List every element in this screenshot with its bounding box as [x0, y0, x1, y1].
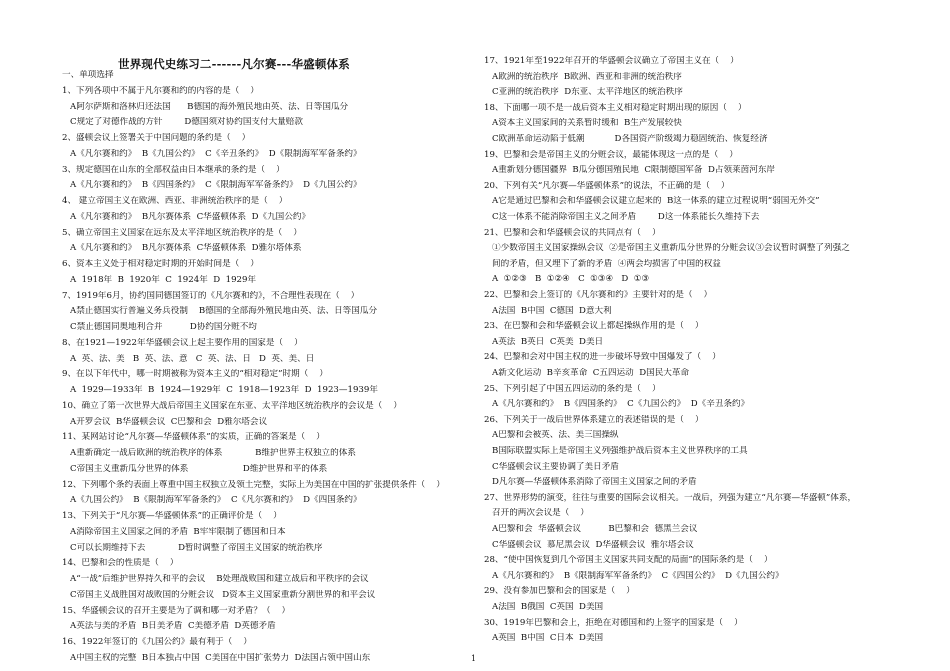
answer-options: A消除帝国主义国家之间的矛盾 B牢牢限制了德国和日本 [70, 526, 286, 537]
question-text: 25、下列引起了中国五四运动的条约是（ ） [484, 383, 661, 394]
question-text: 8、在1921—1922年华盛顿会议上起主要作用的国家是（ ） [62, 337, 303, 348]
question-text: 10、确立了第一次世界大战后帝国主义国家在东亚、太平洋地区统治秩序的会议是（ ） [62, 400, 402, 411]
answer-options: A《凡尔赛和约》 B《四国条约》 C《九国公约》 D《辛丑条约》 [492, 399, 750, 410]
answer-options: A 1918年 B 1920年 C 1924年 D 1929年 [70, 274, 257, 285]
answer-options: C亚洲的统治秩序 D东亚、太平洋地区的统治秩序 [492, 87, 683, 98]
question-text: 6、资本主义处于相对稳定时期的开始时间是（ ） [62, 259, 259, 269]
question-text: 9、在以下年代中，哪一时期被称为资本主义的“相对稳定”时期（ ） [62, 369, 328, 380]
answer-options: A英法 B英日 C英美 D美日 [492, 336, 604, 347]
answer-options: A重新确定一战后欧洲的统治秩序的体系 B维护世界主权独立的体系 [70, 448, 356, 458]
answer-options: A英法与美的矛盾 B日美矛盾 C美德矛盾 D英德矛盾 [70, 621, 276, 632]
answer-options: A中国主权的完整 B日本独占中国 C美国在中国扩张势力 D法国占领中国山东 [70, 652, 371, 663]
question-text: 27、世界形势的演变，往往与重要的国际会议相关。一战后，列强为建立“凡尔赛—华盛顿”体系， [484, 492, 857, 503]
answer-options: A 1929—1933年 B 1924—1929年 C 1918—1923年 D 1923—1939年 [70, 385, 378, 395]
question-text: 28、“使中国恢复到几个帝国主义国家共同支配的局面”的国际条约是（ ） [484, 555, 773, 566]
question-text: 14、巴黎和会的性质是（ ） [62, 558, 179, 569]
question-text: 24、巴黎和会对中国主权的进一步破坏导致中国爆发了（ ） [484, 352, 721, 363]
question-text: 21、巴黎和会和华盛顿会议的共同点有（ ） [484, 227, 661, 238]
answer-options: 间的矛盾，但又埋下了新的矛盾 ④两会均损害了中国的权益 [492, 258, 721, 269]
answer-options: A《凡尔赛和约》 B凡尔赛体系 C华盛顿体系 D《九国公约》 [70, 211, 311, 222]
answer-options: A欧洲的统治秩序 B欧洲、西亚和非洲的统治秩序 [492, 71, 682, 82]
answer-options: A法国 B俄国 C英国 D美国 [492, 602, 604, 612]
page-title: 世界现代史练习二------凡尔赛---华盛顿体系 [118, 57, 350, 71]
question-text: 20、下列有关“凡尔赛—华盛顿体系”的说法，不正确的是（ ） [484, 180, 730, 191]
answer-options: A《凡尔赛和约》 B《限制海军军备条约》 C《四国公约》 D《九国公约》 [492, 570, 784, 581]
answer-options: B国际联盟实际上是帝国主义列强维护战后资本主义世界秩序的工具 [492, 446, 748, 456]
question-text: 18、下面哪一项不是一战后资本主义相对稳定时期出现的原因（ ） [484, 102, 747, 113]
question-text: 5、确立帝国主义国家在远东及太平洋地区统治秩序的是（ ） [62, 227, 302, 238]
answer-options: A阿尔萨斯和洛林归还法国 B德国的海外殖民地由英、法、日等国瓜分 [70, 101, 349, 112]
answer-options: C规定了对德作战的方针 D德国须对协约国支付大量赔款 [70, 117, 303, 128]
answer-options: A新文化运动 B辛亥革命 C五四运动 D国民大革命 [492, 368, 690, 378]
answer-options: A重新划分德国疆界 B瓜分德国殖民地 C限制德国军备 D占领莱茵河东岸 [492, 165, 776, 176]
question-text: 2、盛顿会议上签署关于中国问题的条约是（ ） [62, 133, 251, 143]
answer-options: 召开的两次会议是（ ） [492, 508, 589, 519]
answer-options: A ①②③ B ①②④ C ①③④ D ①③ [492, 274, 650, 285]
question-text: 11、某网站讨论“凡尔赛—华盛顿体系”的实质，正确的答案是（ ） [62, 432, 325, 443]
question-text: 26、下列关于一战后世界体系建立的表述错误的是（ ） [484, 414, 704, 425]
question-text: 1、下列各项中不属于凡尔赛和约的内容的是（ ） [62, 85, 259, 96]
answer-options: A《九国公约》 B《限制海军军备条约》 C《凡尔赛和约》 D《四国条约》 [70, 495, 362, 506]
question-text: 4、 建立帝国主义在欧洲、西亚、非洲统治秩序的是（ ） [62, 196, 288, 206]
answer-options: C欧洲革命运动陷于低潮 D各国资产阶级竭力稳固统治、恢复经济 [492, 134, 768, 144]
question-text: 29、没有参加巴黎和会的国家是（ ） [484, 586, 635, 597]
question-text: 19、巴黎和会是帝国主义的分赃会议，最能体现这一点的是（ ） [484, 149, 738, 160]
answer-options: A资本主义国家间的关系暂时缓和 B生产发展较快 [492, 118, 682, 129]
answer-options: C可以长期维持下去 D暂时调整了帝国主义国家的统治秩序 [70, 542, 323, 553]
question-text: 7、1919年6月，协约国同德国签订的《凡尔赛和约》，不合理性表现在（ ） [62, 290, 360, 301]
answer-options: C华盛顿会议主要协调了美日矛盾 [492, 461, 619, 472]
answer-options: A英国 B中国 C日本 D美国 [492, 633, 604, 644]
question-text: 22、巴黎和会上签订的《凡尔赛和约》主要针对的是（ ） [484, 290, 713, 300]
answer-options: A法国 B中国 C德国 D意大利 [492, 305, 612, 316]
answer-options: A“一战”后维护世界持久和平的会议 B处理战败国和建立战后和平秩序的会议 [70, 574, 369, 584]
answer-options: C华盛顿会议 慕尼黑会议 D华盛顿会议 雅尔塔会议 [492, 539, 694, 550]
question-text: 30、1919年巴黎和会上，拒绝在对德国和约上签字的国家是（ ） [484, 617, 743, 628]
question-text: 15、华盛顿会议的召开主要是为了调和哪一对矛盾？（ ） [62, 605, 291, 616]
question-text: 23、在巴黎和会和华盛顿会议上都起操纵作用的是（ ） [484, 321, 704, 332]
answer-options: C帝国主义战胜国对战败国的分赃会议 D资本主义国家重新分割世界的和平会议 [70, 589, 376, 600]
question-text: 16、1922年签订的《九国公约》最有利于（ ） [62, 637, 252, 647]
answer-options: C这一体系不能消除帝国主义之间矛盾 D这一体系能长久维持下去 [492, 212, 760, 222]
answer-options: A巴黎和会 华盛顿会议 B巴黎和会 德黑兰会议 [492, 524, 698, 534]
question-text: 17、1921年至1922年召开的华盛顿会议确立了帝国主义在（ ） [484, 56, 739, 66]
answer-options: A《凡尔赛和约》 B《四国条约》 C《限制海军军备条约》 D《九国公约》 [70, 180, 362, 191]
answer-options: A禁止德国实行普遍义务兵役制 B德国的全部海外殖民地由英、法、日等国瓜分 [70, 306, 378, 317]
question-text: 13、下列关于“凡尔赛—华盛顿体系”的正确评价是（ ） [62, 511, 282, 521]
question-text: 3、规定德国在山东的全部权益由日本继承的条约是（ ） [62, 164, 285, 175]
answer-options: A《凡尔赛和约》 B凡尔赛体系 C华盛顿体系 D雅尔塔体系 [70, 243, 302, 254]
section-heading: 一、单项选择 [62, 70, 114, 80]
answer-options: A《凡尔赛和约》 B《九国公约》 C《辛丑条约》 D《限制海军军备条约》 [70, 148, 362, 159]
answer-options: C帝国主义重新瓜分世界的体系 D维护世界和平的体系 [70, 463, 328, 474]
answer-options: A它是通过巴黎和会和华盛顿会议建立起来的 B这一体系的建立过程说明“弱国无外交” [492, 196, 820, 207]
answer-options: A开罗会议 B华盛顿会议 C巴黎和会 D雅尔塔会议 [70, 416, 268, 427]
answer-options: ①少数帝国主义国家操纵会议 ②是帝国主义重新瓜分世界的分赃会议③会议暂时调整了列强之 [492, 243, 850, 254]
page-number: 1 [471, 654, 477, 663]
question-text: 12、下列哪个条约表面上尊重中国主权独立及领土完整，实际上为美国在中国的扩张提供条件（ ） [62, 479, 445, 490]
answer-options: C禁止德国同奥地利合并 D协约国分赃不均 [70, 322, 257, 332]
answer-options: D凡尔赛—华盛顿体系消除了帝国主义国家之间的矛盾 [492, 477, 697, 488]
answer-options: A巴黎和会被英、法、美三国操纵 [492, 430, 619, 441]
answer-options: A 英、法、美 B 英、法、意 C 英、法、日 D 英、美、日 [70, 353, 315, 364]
